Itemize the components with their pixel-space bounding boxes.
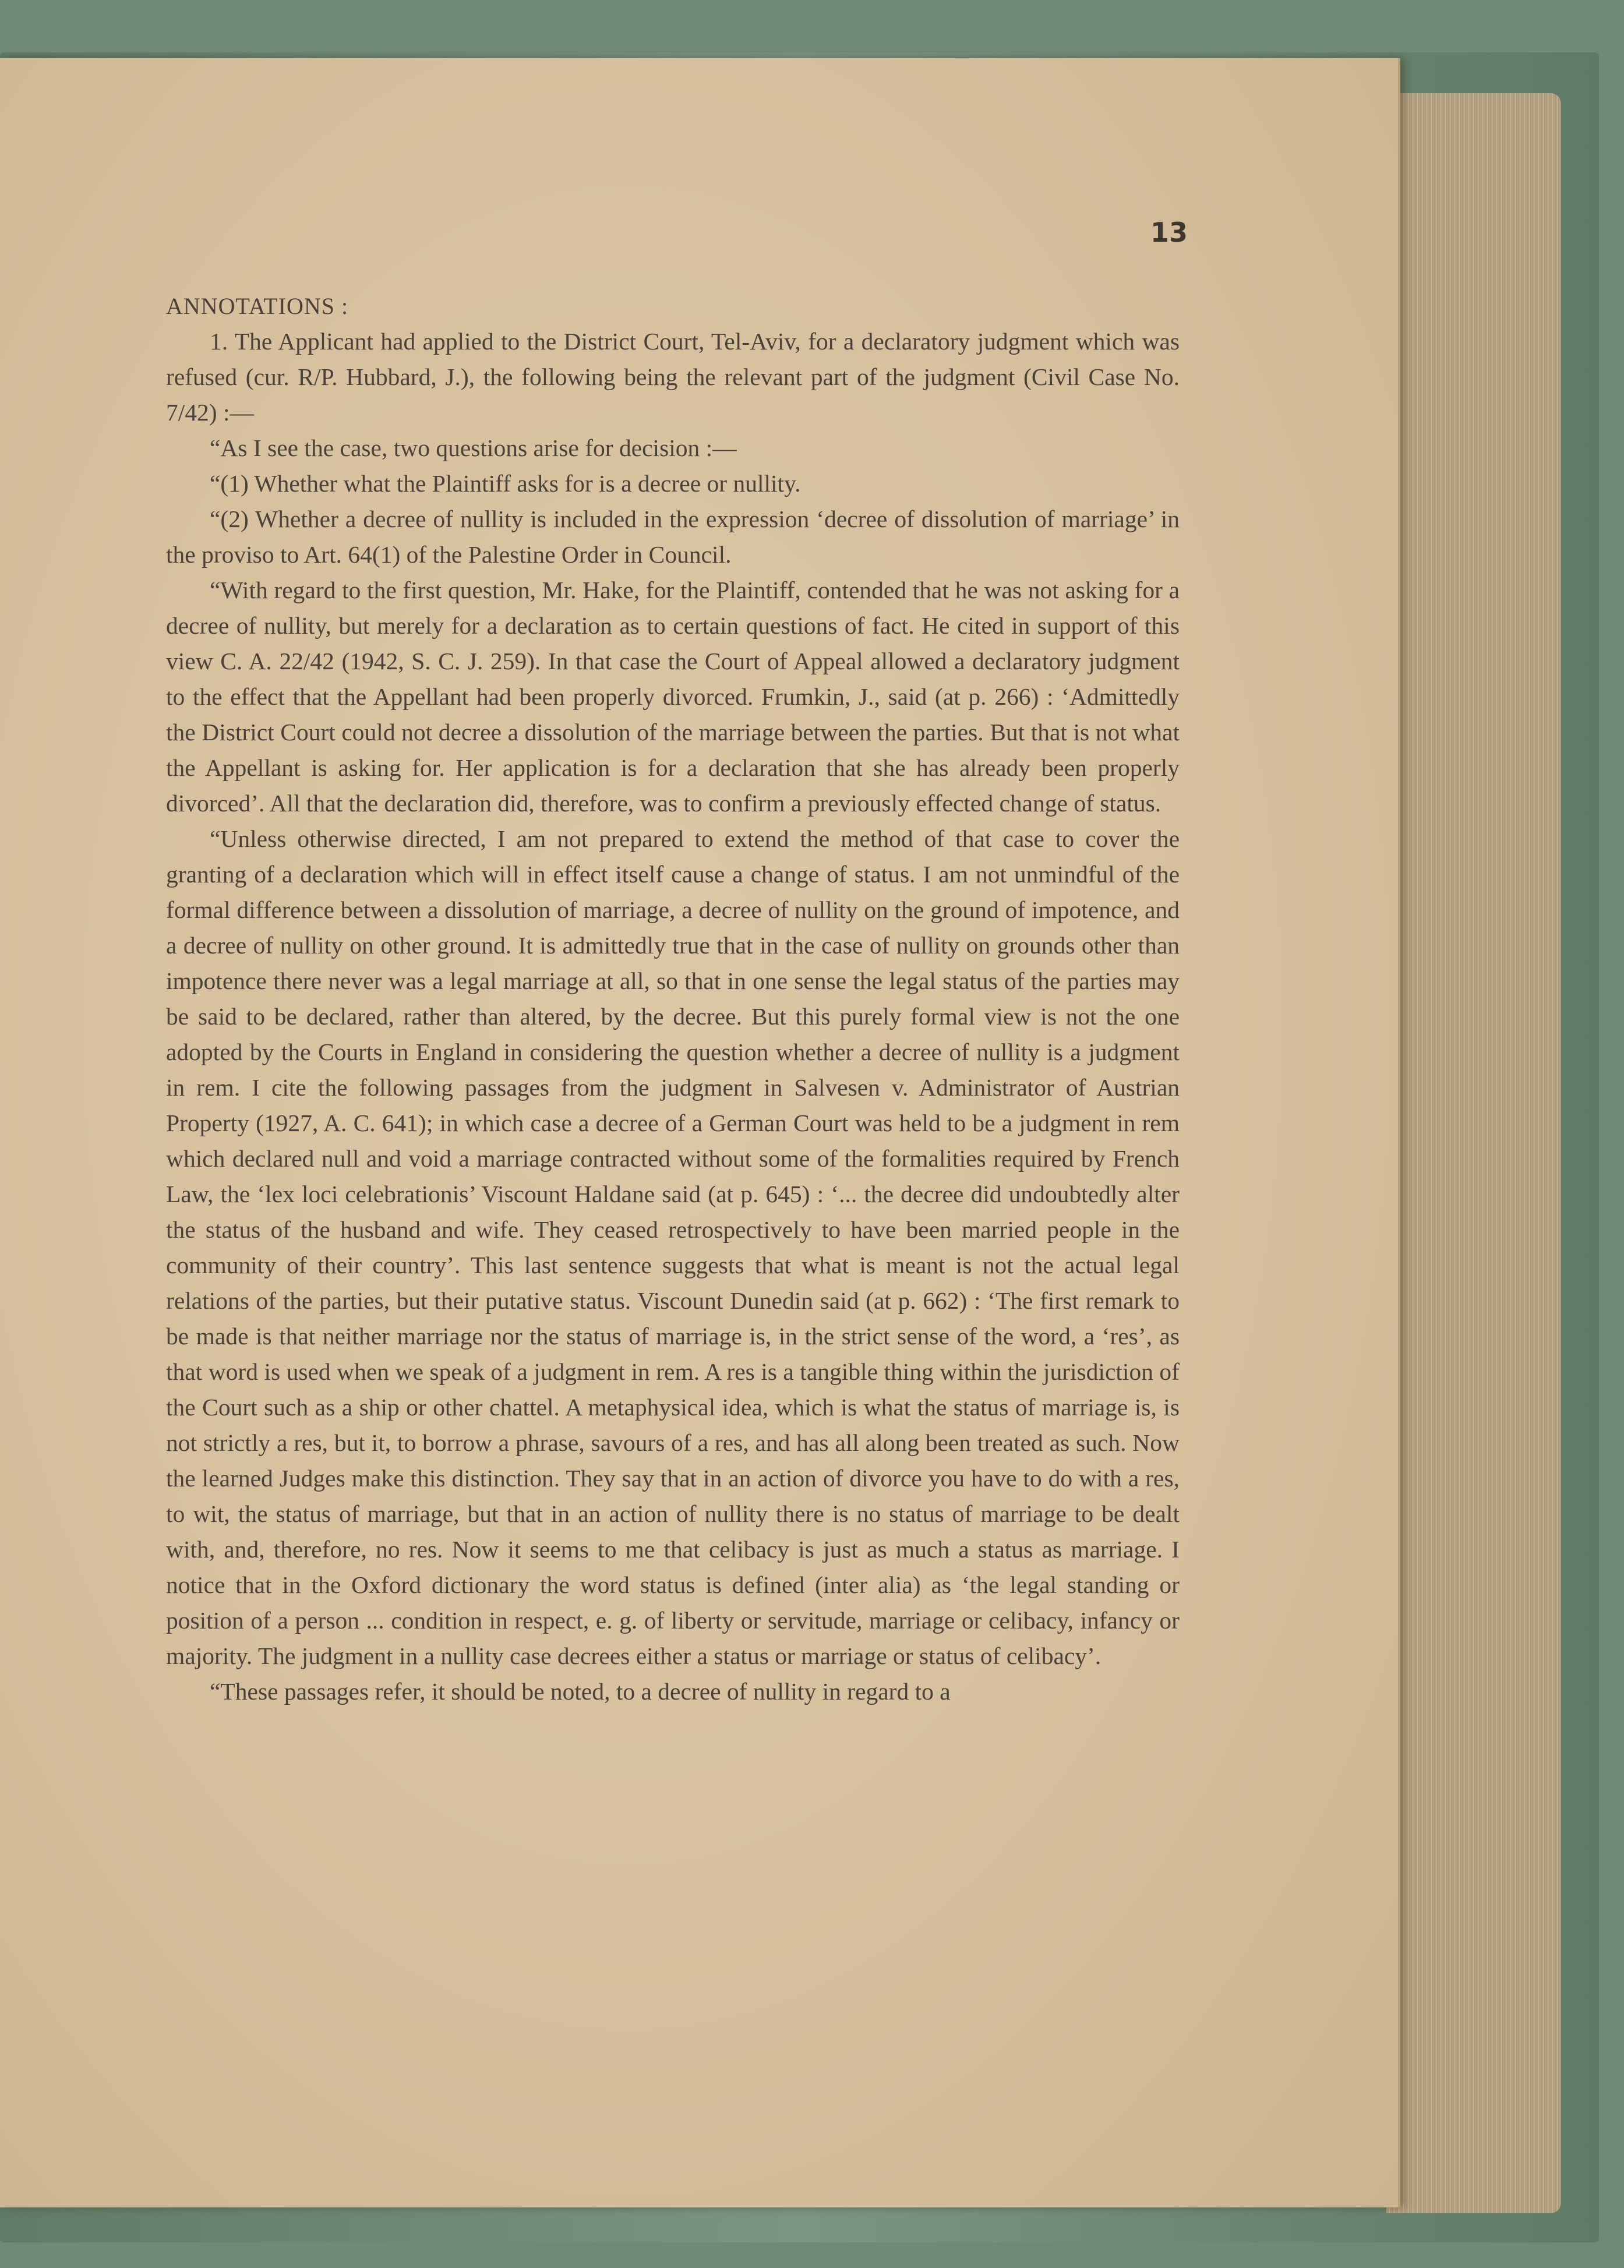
paragraph-2: “As I see the case, two questions arise for decision :— [210, 434, 737, 461]
paragraph-1: 1. The Applicant had applied to the District Court, Tel-Aviv, for a declaratory judgment which was refused (cur. R/P. Hubbard, J.), the following being the relevant part of the judgment (Civil Case No. 7/42) :— [166, 328, 1180, 426]
page-number: 13 [1150, 217, 1188, 248]
page-content [166, 288, 1180, 1709]
paragraph-6: “Unless otherwise directed, I am not prepared to extend the method of that case to cover the granting of a declaration which will in effect itself cause a change of status. I am not unmindful of the formal difference between a dissolution of marriage, a decree of nullity on the ground of impotence, and a decree of nullity on other ground. It is admittedly true that in the case of nullity on grounds other than impotence there never was a legal marriage at all, so that in one sense the legal status of the parties may be said to be declared, rather than altered, by the decree. But this purely formal view is not the one adopted by the Courts in England in considering the question whether a decree of nullity is a judgment in rem. I cite the following passages from the judgment in Salvesen v. Administrator of Austrian Property (1927, A. C. 641); in which case a decree of a German Court was held to be a judgment in rem which declared null and void a marriage contracted without some of the formalities required by French Law, the ‘lex loci celebrationis’ Viscount Haldane said (at p. 645) : ‘... the decree did undoubtedly alter the status of the husband and wife. They ceased retrospectively to have been married people in the community of their country’. This last sentence suggests that what is meant is not the actual legal relations of the parties, but their putative status. Viscount Dunedin said (at p. 662) : ‘The first remark to be made is that neither marriage nor the status of marriage is, in the strict sense of the word, a ‘res’, as that word is used when we speak of a judgment in rem. A res is a tangible thing within the jurisdiction of the Court such as a ship or other chattel. A metaphysical idea, which is what the status of marriage is, is not strictly a res, but it, to borrow a phrase, savours of a res, and has all along been treated as such. Now the learned Judges make this distinction. They say that in an action of divorce you have to do with a res, to wit, the status of marriage, but that in an action of nullity there is no status of marriage to be dealt with, and, therefore, no res. Now it seems to me that celibacy is just as much a status as marriage. I notice that in the Oxford dictionary the word status is defined (inter alia) as ‘the legal standing or position of a person ... condition in respect, e. g. of liberty or servitude, marriage or celibacy, infancy or majority. The judgment in a nullity case decrees either a status or marriage or status of celibacy’. [166, 825, 1180, 1669]
paragraph-5: “With regard to the first question, Mr. Hake, for the Plaintiff, contended that he was not asking for a decree of nullity, but merely for a declaration as to certain questions of fact. He cited in support of this view C. A. 22/42 (1942, S. C. J. 259). In that case the Court of Appeal allowed a declaratory judgment to the effect that the Appellant had been properly divorced. Frumkin, J., said (at p. 266) : ‘Admittedly the District Court could not decree a dissolution of the marriage between the parties. But that is not what the Appellant is asking for. Her application is for a declaration that she has already been properly divorced’. All that the declaration did, therefore, was to confirm a previously effected change of status. [166, 577, 1180, 817]
paragraph-3: “(1) Whether what the Plaintiff asks for is a decree or nullity. [210, 470, 801, 497]
paragraph-7: “These passages refer, it should be noted, to a decree of nullity in regard to a [210, 1678, 951, 1705]
paragraph-4: “(2) Whether a decree of nullity is included in the expression ‘decree of dissolution of marriage’ in the proviso to Art. 64(1) of the Palestine Order in Council. [166, 506, 1180, 568]
page-edges [1386, 93, 1561, 2213]
annotations-heading: ANNOTATIONS : [166, 293, 349, 319]
